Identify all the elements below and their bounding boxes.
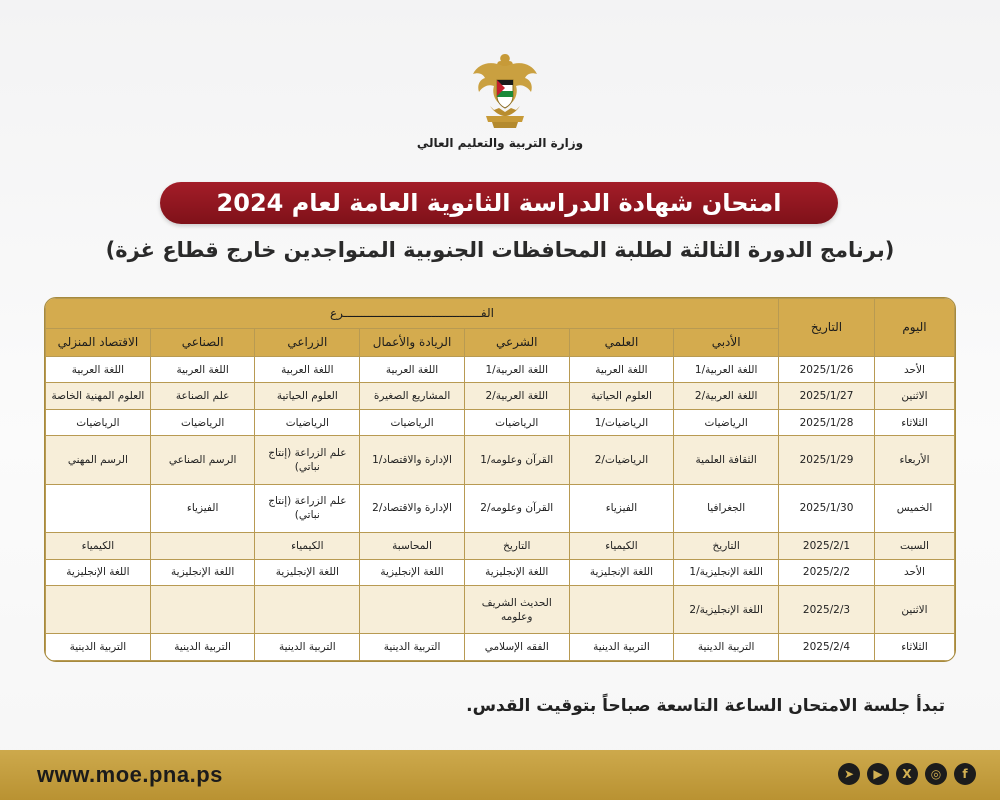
subject-cell: اللغة العربية/2 <box>464 383 569 409</box>
subject-cell <box>150 586 255 634</box>
subject-cell: التاريخ <box>674 533 779 559</box>
subject-cell: المشاريع الصغيرة <box>360 383 465 409</box>
subject-cell: التاريخ <box>464 533 569 559</box>
subject-cell: اللغة العربية <box>360 357 465 383</box>
subject-cell: الرياضيات/2 <box>569 436 674 484</box>
table-row <box>46 357 955 383</box>
table-row <box>46 586 955 634</box>
subject-cell: علم الزراعة (إنتاج نباتي) <box>255 436 360 484</box>
subject-cell: الفيزياء <box>569 484 674 532</box>
day-cell: الثلاثاء <box>875 634 955 661</box>
table-row <box>46 436 955 484</box>
branch-header: الفـــــــــــــــــــــــــــــــــــــــرع <box>46 299 779 329</box>
subject-cell: التربية الدينية <box>360 634 465 661</box>
branch-header-cell: العلمي <box>569 329 674 357</box>
subject-cell: اللغة العربية <box>46 357 151 383</box>
facebook-icon[interactable]: f <box>954 763 976 785</box>
subject-cell: الكيمياء <box>569 533 674 559</box>
subject-cell: اللغة الإنجليزية <box>360 559 465 585</box>
instagram-icon[interactable]: ◎ <box>925 763 947 785</box>
subject-cell: العلوم الحياتية <box>569 383 674 409</box>
day-cell: الأحد <box>875 357 955 383</box>
exam-time-note: تبدأ جلسة الامتحان الساعة التاسعة صباحاً بتوقيت القدس. <box>466 696 945 716</box>
day-cell: الاثنين <box>875 586 955 634</box>
subject-cell: اللغة الإنجليزية <box>464 559 569 585</box>
header <box>0 50 1000 160</box>
subject-cell <box>255 586 360 634</box>
subject-cell <box>569 586 674 634</box>
table-row <box>46 484 955 532</box>
day-cell: الأحد <box>875 559 955 585</box>
date-cell: 2025/1/28 <box>779 409 875 435</box>
subject-cell: العلوم المهنية الخاصة <box>46 383 151 409</box>
table-row <box>46 533 955 559</box>
subject-cell: اللغة الإنجليزية <box>46 559 151 585</box>
subject-cell: الرياضيات <box>674 409 779 435</box>
telegram-icon[interactable]: ➤ <box>838 763 860 785</box>
subject-cell: الرياضيات <box>360 409 465 435</box>
website-link[interactable]: www.moe.pna.ps <box>37 762 223 787</box>
subject-cell: الفيزياء <box>150 484 255 532</box>
day-cell: السبت <box>875 533 955 559</box>
subject-cell: القرآن وعلومه/1 <box>464 436 569 484</box>
subject-cell: علم الزراعة (إنتاج نباتي) <box>255 484 360 532</box>
branch-header-cell: الأدبي <box>674 329 779 357</box>
subject-cell: اللغة العربية <box>569 357 674 383</box>
date-cell: 2025/1/27 <box>779 383 875 409</box>
subject-cell: اللغة الإنجليزية <box>569 559 674 585</box>
subject-cell: الكيمياء <box>255 533 360 559</box>
subject-cell <box>46 484 151 532</box>
subject-cell: التربية الدينية <box>46 634 151 661</box>
date-header: التاريخ <box>779 299 875 357</box>
table-row <box>46 409 955 435</box>
table-row <box>46 634 955 661</box>
footer <box>0 750 1000 800</box>
table-row <box>46 383 955 409</box>
subject-cell: التربية الدينية <box>150 634 255 661</box>
page-subtitle: (برنامج الدورة الثالثة لطلبة المحافظات الجنوبية المتواجدين خارج قطاع غزة) <box>105 238 895 262</box>
subject-cell: اللغة الإنجليزية/1 <box>674 559 779 585</box>
branch-header-cell: الصناعي <box>150 329 255 357</box>
date-cell: 2025/1/30 <box>779 484 875 532</box>
subject-cell: الرياضيات <box>255 409 360 435</box>
ministry-name: وزارة التربية والتعليم العالي <box>416 136 584 150</box>
subject-cell: التربية الدينية <box>569 634 674 661</box>
schedule-body <box>46 357 955 661</box>
x-icon[interactable]: X <box>896 763 918 785</box>
subject-cell: اللغة العربية <box>255 357 360 383</box>
subject-cell: اللغة العربية/1 <box>674 357 779 383</box>
subject-cell: التربية الدينية <box>674 634 779 661</box>
subject-cell: علم الصناعة <box>150 383 255 409</box>
subject-cell: الإدارة والاقتصاد/1 <box>360 436 465 484</box>
day-cell: الخميس <box>875 484 955 532</box>
date-cell: 2025/1/26 <box>779 357 875 383</box>
subject-cell: اللغة الإنجليزية/2 <box>674 586 779 634</box>
subject-cell: الرياضيات <box>46 409 151 435</box>
day-cell: الثلاثاء <box>875 409 955 435</box>
subject-cell: اللغة الإنجليزية <box>255 559 360 585</box>
branch-header-cell: الريادة والأعمال <box>360 329 465 357</box>
schedule-grid <box>45 298 955 661</box>
subject-cell: الرياضيات/1 <box>569 409 674 435</box>
subject-cell: الفقه الإسلامي <box>464 634 569 661</box>
social-links <box>838 763 976 785</box>
date-cell: 2025/2/2 <box>779 559 875 585</box>
subject-cell: المحاسبة <box>360 533 465 559</box>
day-cell: الاثنين <box>875 383 955 409</box>
exam-schedule-table <box>44 297 956 662</box>
subject-cell: الرسم المهني <box>46 436 151 484</box>
subject-cell: الحديث الشريف وعلومه <box>464 586 569 634</box>
table-header-row <box>46 299 955 329</box>
subject-cell <box>360 586 465 634</box>
subject-cell: التربية الدينية <box>255 634 360 661</box>
subject-cell: اللغة العربية/2 <box>674 383 779 409</box>
palestine-emblem-icon <box>470 50 540 136</box>
branch-header-cell: الاقتصاد المنزلي <box>46 329 151 357</box>
subject-cell: الكيمياء <box>46 533 151 559</box>
subject-cell: الثقافة العلمية <box>674 436 779 484</box>
subject-cell: اللغة العربية <box>150 357 255 383</box>
date-cell: 2025/1/29 <box>779 436 875 484</box>
branch-header-cell: الشرعي <box>464 329 569 357</box>
subject-cell: العلوم الحياتية <box>255 383 360 409</box>
branch-header-cell: الزراعي <box>255 329 360 357</box>
date-cell: 2025/2/4 <box>779 634 875 661</box>
table-row <box>46 559 955 585</box>
date-cell: 2025/2/3 <box>779 586 875 634</box>
subject-cell: الرياضيات <box>464 409 569 435</box>
page-title: امتحان شهادة الدراسة الثانوية العامة لعام 2024 <box>160 182 838 224</box>
day-header: اليوم <box>875 299 955 357</box>
subject-cell <box>46 586 151 634</box>
subject-cell: الجغرافيا <box>674 484 779 532</box>
subject-cell: القرآن وعلومه/2 <box>464 484 569 532</box>
date-cell: 2025/2/1 <box>779 533 875 559</box>
subject-cell: اللغة الإنجليزية <box>150 559 255 585</box>
youtube-icon[interactable]: ▶ <box>867 763 889 785</box>
subject-cell: الإدارة والاقتصاد/2 <box>360 484 465 532</box>
subject-cell: الرياضيات <box>150 409 255 435</box>
subject-cell: الرسم الصناعي <box>150 436 255 484</box>
subject-cell <box>150 533 255 559</box>
subject-cell: اللغة العربية/1 <box>464 357 569 383</box>
day-cell: الأربعاء <box>875 436 955 484</box>
